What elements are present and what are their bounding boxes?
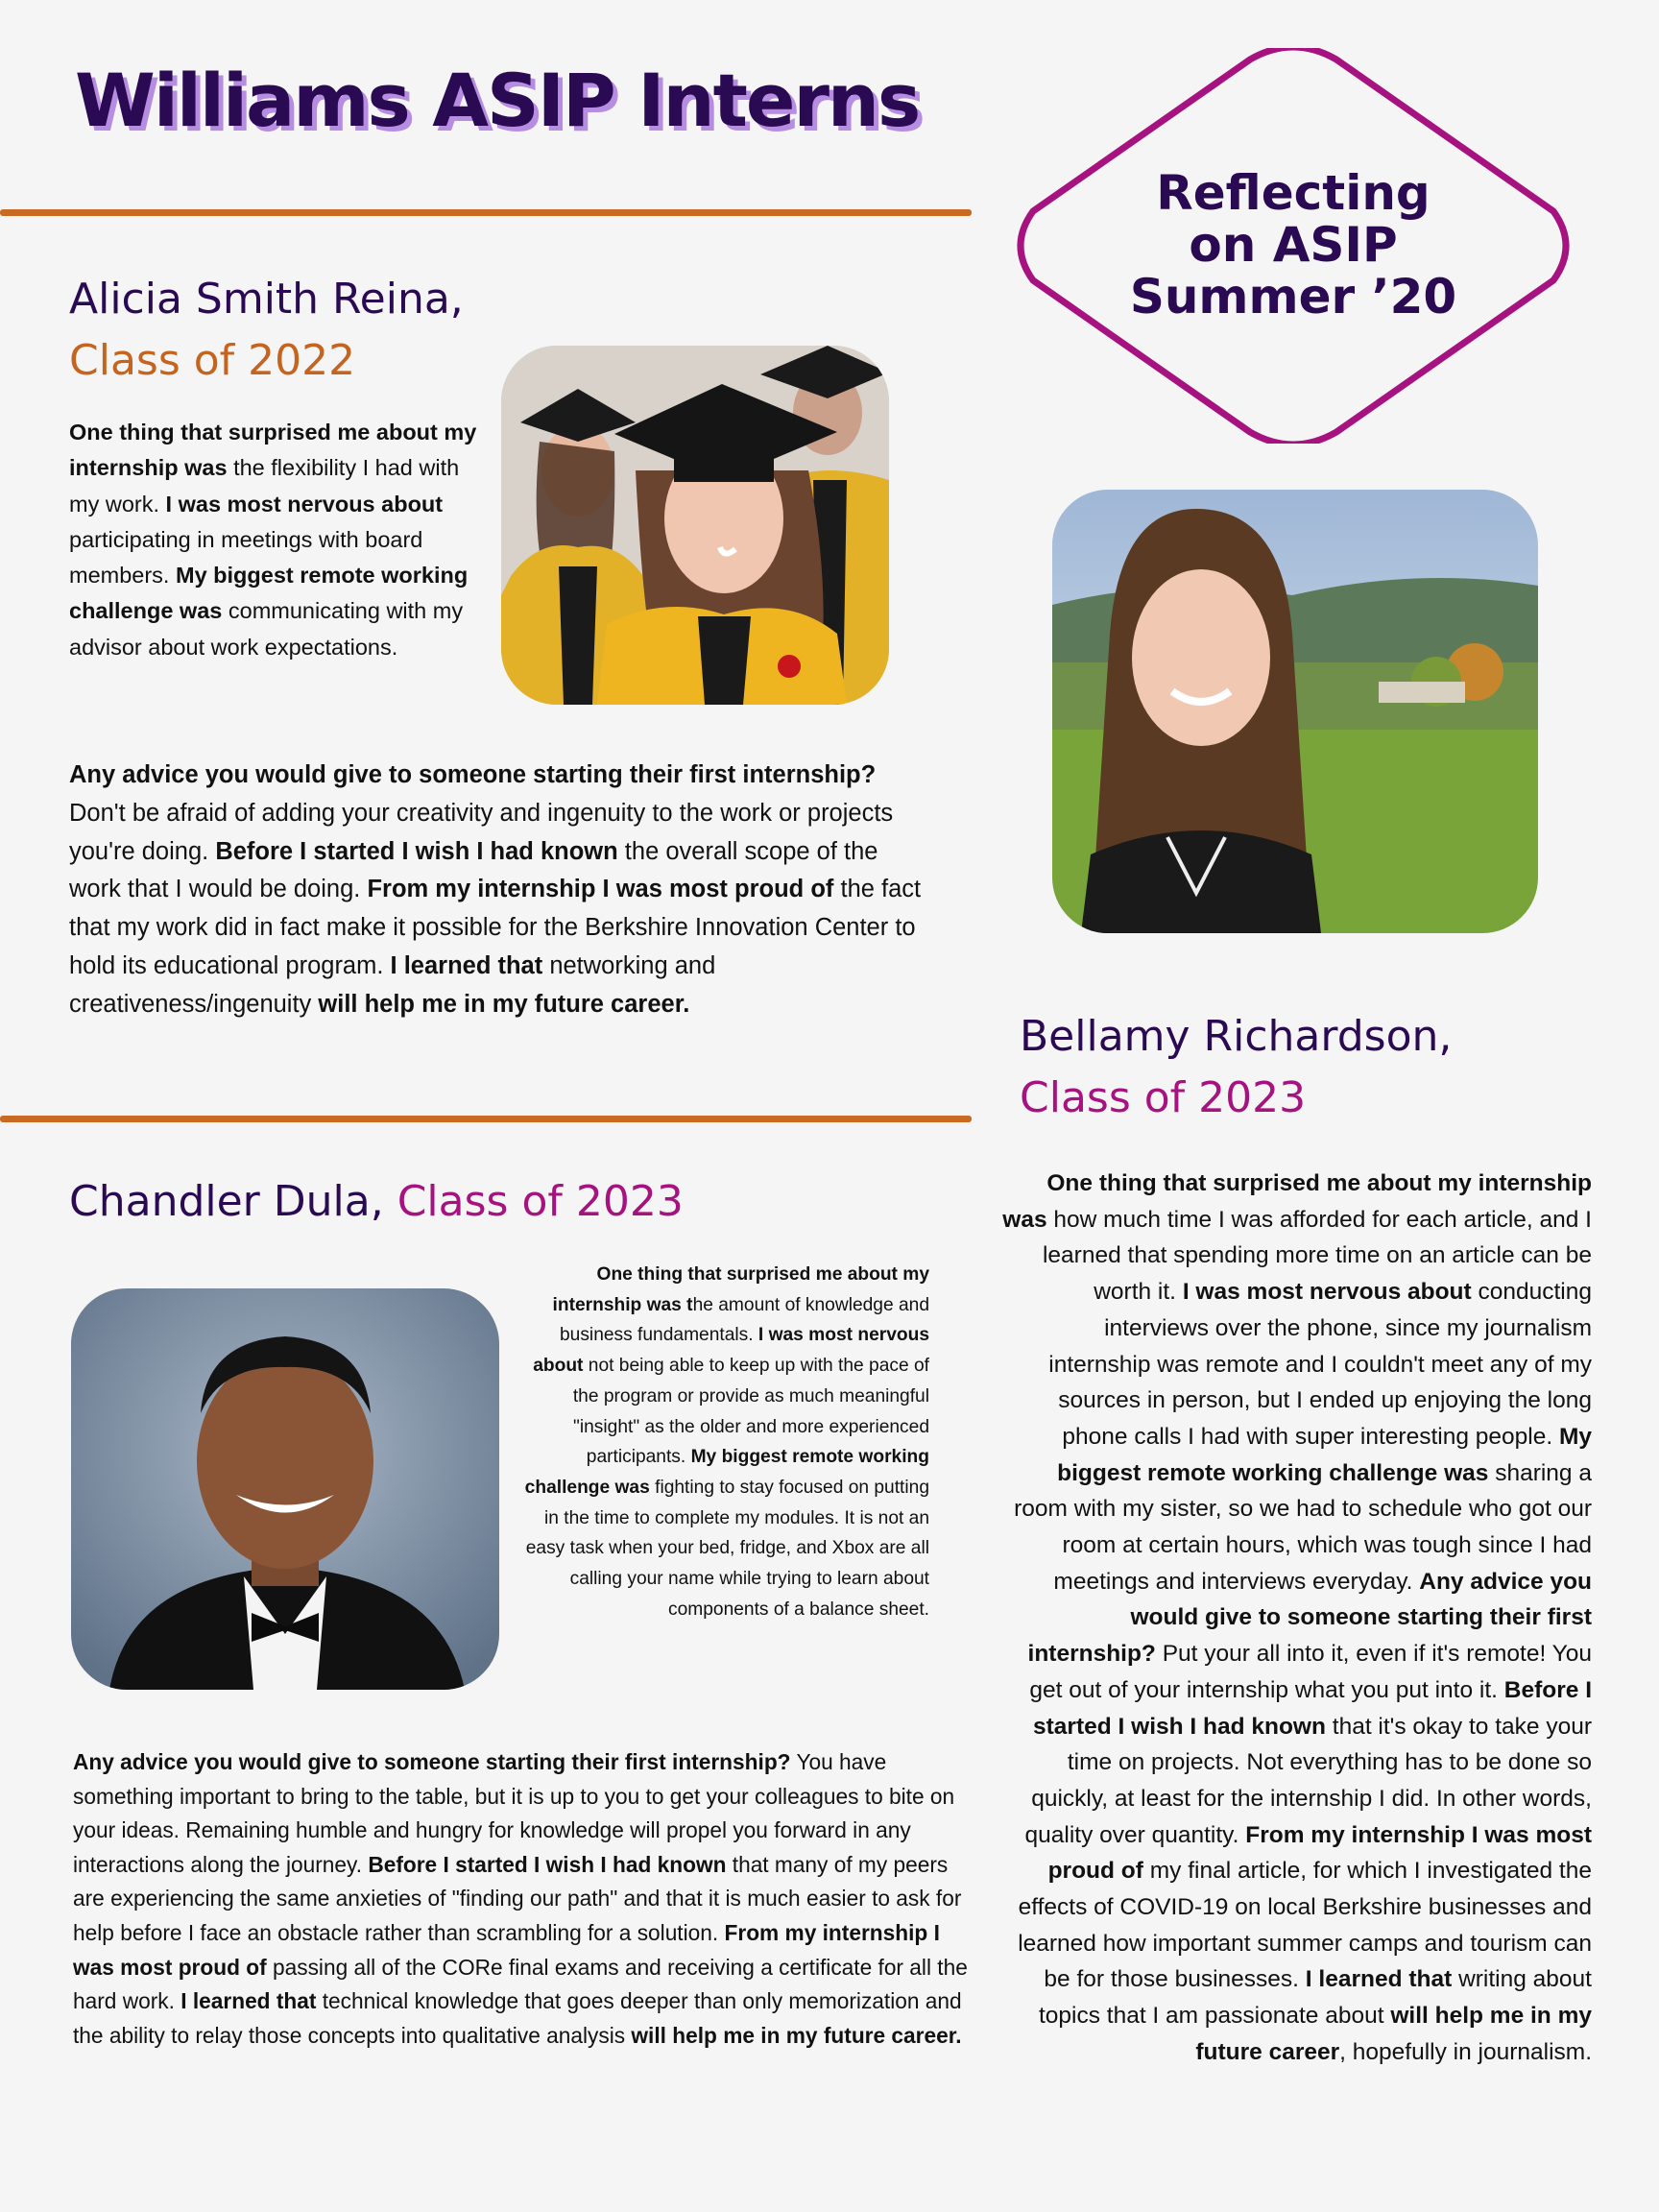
- chandler-p2-a1: You have something important to bring to the table, but it is up to you to get your colleagues to bite on your ideas. Remaining humble and hungry for knowledge will propel you forward in any interactions along the journey.: [73, 1749, 955, 1877]
- alicia-p2-q2: Before I started I wish I had known: [215, 837, 618, 865]
- bellamy-a8: , hopefully in journalism.: [1339, 2038, 1592, 2065]
- bellamy-a5: that it's okay to take your time on projects. Not everything has to be done so quickly, at least for the internship I did. In other words, quality over quantity.: [1024, 1713, 1592, 1848]
- chandler-p1-a3: fighting to stay focused on putting in the time to complete my modules. It is not an easy task when your bed, fridge, and Xbox are all calling your name while trying to learn about components of a balance sheet.: [525, 1477, 929, 1620]
- chandler-heading: [69, 1171, 684, 1233]
- bellamy-a1: how much time I was afforded for each article, and I learned that spending more time on an article can be worth it.: [1042, 1206, 1592, 1306]
- chandler-p2-a3: passing all of the CORe final exams and receiving a certificate for all the hard work.: [73, 1954, 968, 2014]
- alicia-answers-1: [69, 415, 492, 665]
- divider-top: [0, 209, 972, 216]
- alicia-class: Class of 2022: [69, 336, 356, 385]
- bellamy-class: Class of 2023: [1020, 1073, 1307, 1122]
- bellamy-name: Bellamy Richardson,: [1020, 1012, 1453, 1061]
- chandler-class: Class of 2023: [397, 1177, 684, 1226]
- chandler-p1-q3: My biggest remote working challenge was: [524, 1447, 929, 1498]
- chandler-p2-a2: that many of my peers are experiencing the same anxieties of "finding our path" and that it is much easier to ask for help before I face an obstacle rather than scrambling for a solution.: [73, 1851, 962, 1945]
- alicia-p2-a1: Don't be afraid of adding your creativity and ingenuity to the work or projects you're doing.: [69, 799, 894, 865]
- chandler-answers-1: [518, 1260, 929, 1624]
- chandler-p2-a4: technical knowledge that goes deeper than only memorization and the ability to relay those concepts into qualitative analysis: [73, 1988, 962, 2048]
- chandler-p2-q2: Before I started I wish I had known: [368, 1851, 727, 1877]
- alicia-p1-a1: the flexibility I had with my work.: [69, 455, 460, 517]
- alicia-p2-q1: Any advice you would give to someone starting their first internship?: [69, 761, 877, 788]
- bellamy-q4: Any advice you would give to someone starting their first internship?: [1027, 1568, 1592, 1668]
- alicia-answers-2: [69, 757, 933, 1024]
- alicia-p2-q5: will help me in my future career.: [318, 990, 690, 1018]
- bellamy-q7: I learned that: [1305, 1966, 1453, 1993]
- chandler-p1-q1: One thing that surprised me about my internship was t: [552, 1264, 929, 1315]
- chandler-name: Chandler Dula,: [69, 1177, 384, 1226]
- alicia-p2-q3: From my internship I was most proud of: [367, 876, 834, 903]
- bellamy-q5: Before I started I wish I had known: [1033, 1676, 1592, 1740]
- bellamy-q3: My biggest remote working challenge was: [1057, 1423, 1592, 1486]
- badge-line-3: Summer ’20: [1129, 269, 1457, 325]
- badge-line-1: Reflecting: [1156, 165, 1431, 221]
- divider-middle: [0, 1116, 972, 1122]
- page-title: Williams ASIP Interns: [75, 58, 920, 143]
- alicia-p2-a3: the fact that my work did in fact make it possible for the Berkshire Innovation Center to hold its educational program.: [69, 876, 922, 979]
- alicia-p2-a4: networking and creativeness/ingenuity: [69, 951, 716, 1018]
- chandler-p2-q1: Any advice you would give to someone starting their first internship?: [73, 1749, 791, 1774]
- alicia-p2-a2: the overall scope of the work that I would be doing.: [69, 837, 878, 903]
- bellamy-q2: I was most nervous about: [1182, 1279, 1472, 1306]
- badge-line-2: on ASIP: [1189, 217, 1398, 273]
- bellamy-a4: Put your all into it, even if it's remote! You get out of your internship what you put into it.: [1029, 1641, 1592, 1703]
- chandler-p1-q2: I was most nervous about: [533, 1325, 929, 1377]
- chandler-p2-q5: will help me in my future career.: [631, 2022, 962, 2048]
- alicia-heading: [69, 269, 464, 392]
- chandler-p1-a2: not being able to keep up with the pace of the program or provide as much meaningful "insight" as the older and more experienced participants.: [572, 1356, 929, 1468]
- chandler-photo: [71, 1288, 499, 1690]
- alicia-name: Alicia Smith Reina,: [69, 275, 464, 324]
- bellamy-heading: [1020, 1006, 1452, 1129]
- chandler-p2-q3: From my internship I was most proud of: [73, 1919, 940, 1980]
- bellamy-a7: writing about topics that I am passionate about: [1038, 1966, 1592, 2030]
- chandler-p1-a1: he amount of knowledge and business fundamentals.: [560, 1294, 929, 1346]
- alicia-photo: [501, 346, 889, 705]
- bellamy-a6: my final article, for which I investigated the effects of COVID-19 on local Berkshire businesses and learned how important summer camps and tourism can be for those businesses.: [1018, 1858, 1592, 1993]
- alicia-p1-a2: participating in meetings with board members.: [69, 526, 423, 589]
- bellamy-a3: sharing a room with my sister, so we had to schedule who got our room at certain hours, which was tough since I had meetings and interviews everyday.: [1014, 1459, 1592, 1595]
- chandler-answers-2: [73, 1745, 972, 2053]
- bellamy-a2: conducting interviews over the phone, since my journalism internship was remote and I couldn't meet any of my sources in person, but I ended up enjoying the long phone calls I had with super interesting people.: [1048, 1279, 1592, 1450]
- chandler-p2-q4: I learned that: [180, 1988, 317, 2014]
- alicia-p2-q4: I learned that: [390, 951, 543, 979]
- alicia-p1-q3: My biggest remote working challenge was: [69, 563, 469, 624]
- bellamy-q1: One thing that surprised me about my internship was: [1002, 1170, 1592, 1233]
- reflecting-badge: [1008, 48, 1578, 444]
- alicia-p1-q2: I was most nervous about: [165, 491, 444, 517]
- bellamy-q6: From my internship I was most proud of: [1047, 1821, 1592, 1885]
- bellamy-q8: will help me in my future career: [1195, 2003, 1592, 2065]
- bellamy-answers: [1000, 1166, 1592, 2071]
- alicia-p1-a3: communicating with my advisor about work expectations.: [69, 598, 464, 660]
- alicia-p1-q1: One thing that surprised me about my internship was: [69, 420, 477, 481]
- bellamy-photo: [1052, 490, 1538, 933]
